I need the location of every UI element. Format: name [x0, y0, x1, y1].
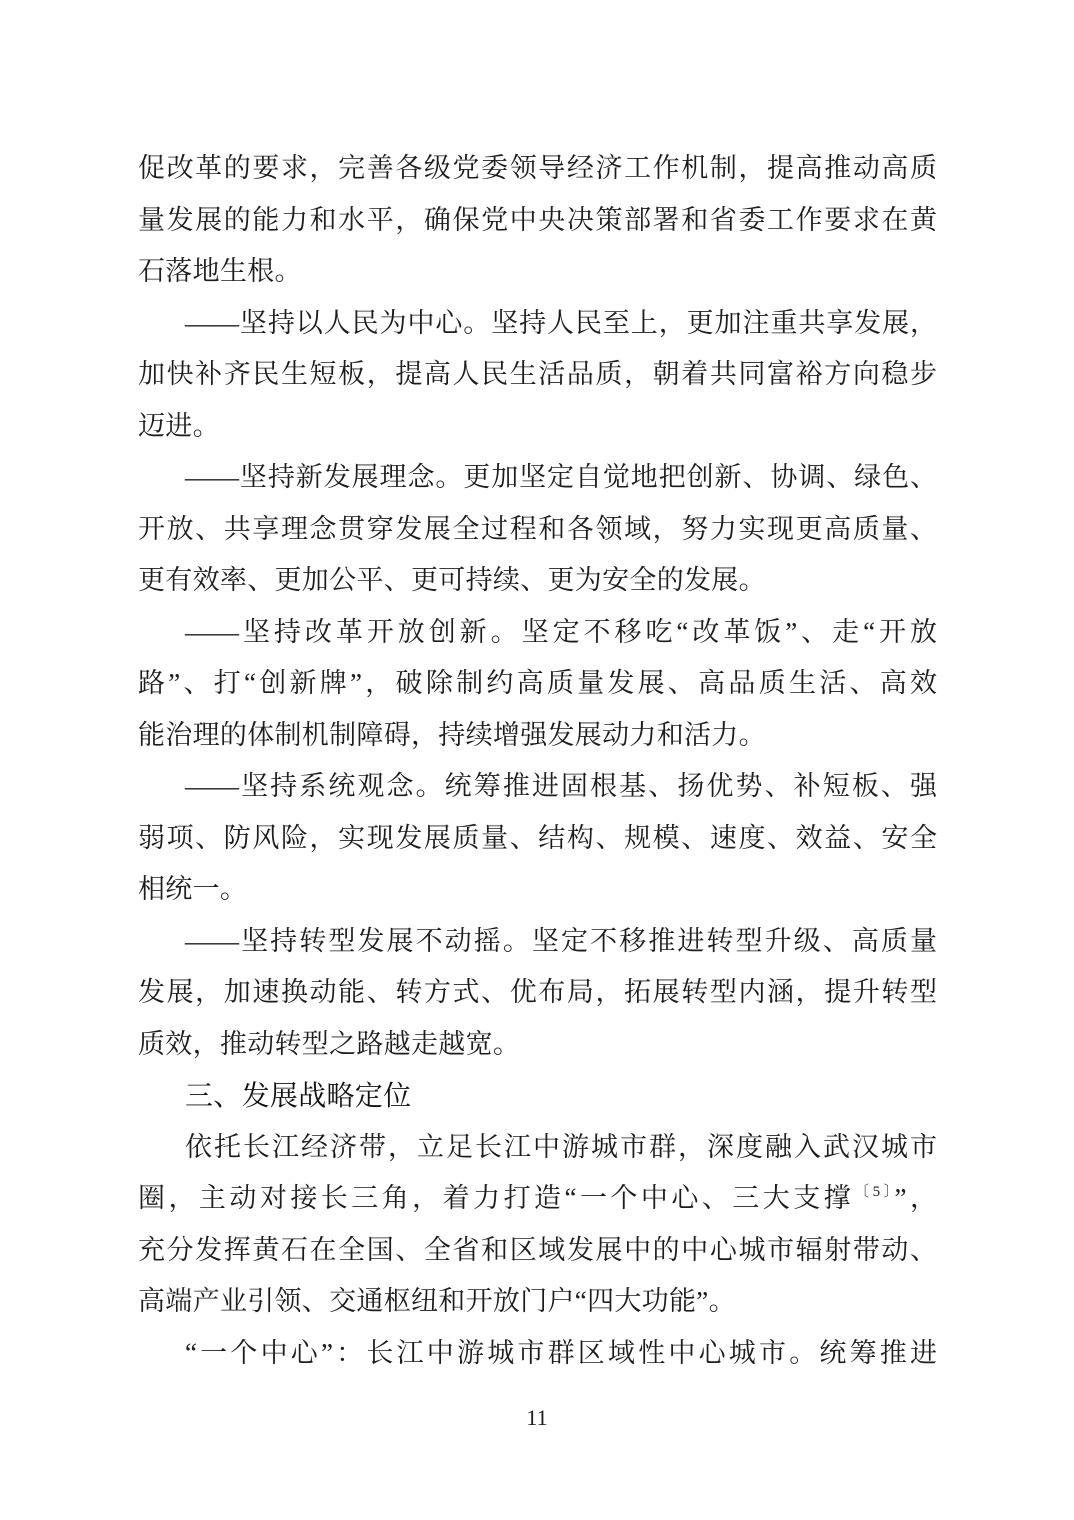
text-line [138, 967, 937, 1019]
footnote-ref-superscript: 〔5〕 [854, 1184, 895, 1200]
paragraph [138, 916, 937, 1071]
page-number: 11 [526, 1405, 548, 1430]
body-text: 坚定不移推进转型升级、高质量 [531, 925, 938, 956]
body-text: ”， [894, 1183, 937, 1213]
lead-emphasis-text: ——坚持新发展理念。 [185, 462, 464, 492]
text-line [138, 864, 937, 916]
body-text: 加快补齐民生短板，提高人民生活品质，朝着共同富裕方向稳步 [138, 359, 937, 389]
body-text: 圈，主动对接长三角，着力打造“一个中心、三大支撑 [138, 1183, 855, 1213]
paragraph [138, 143, 937, 298]
lead-emphasis-text: ——坚持系统观念。 [185, 771, 445, 801]
lead-emphasis-text: ——坚持转型发展不动摇。 [185, 925, 532, 956]
text-line [138, 1173, 937, 1225]
text-line [138, 1225, 937, 1277]
paragraph [138, 761, 937, 916]
body-text: 更加坚定自觉地把创新、协调、绿色、 [463, 462, 938, 492]
body-text: 弱项、防风险，实现发展质量、结构、规模、速度、效益、安全 [138, 822, 937, 853]
paragraph [138, 452, 937, 607]
paragraph [138, 1122, 937, 1328]
body-text: 开放、共享理念贯穿发展全过程和各领域，努力实现更高质量、 [138, 513, 937, 544]
text-line [138, 195, 937, 247]
text-line [138, 246, 937, 298]
text-line [138, 298, 937, 350]
paragraph [138, 1328, 937, 1380]
body-text: 质效，推动转型之路越走越宽。 [138, 1028, 521, 1059]
text-line [138, 401, 937, 453]
paragraph [138, 298, 937, 453]
text-line [138, 710, 937, 762]
lead-emphasis-text: ——坚持改革开放创新。 [185, 616, 522, 647]
text-line [138, 349, 937, 401]
text-line [138, 1122, 937, 1174]
body-text: 石落地生根。 [138, 256, 302, 286]
text-line [138, 916, 937, 968]
body-text: 统筹推进固根基、扬优势、补短板、强 [444, 771, 938, 801]
text-line [138, 452, 937, 504]
text-line [138, 1276, 937, 1328]
paragraph [138, 607, 937, 762]
section-heading [138, 1070, 937, 1122]
body-text: 依托长江经济带，立足长江中游城市群，深度融入武汉城市 [185, 1131, 937, 1162]
body-text: 更有效率、更加公平、更可持续、更为安全的发展。 [138, 565, 766, 595]
text-line [138, 504, 937, 556]
body-text: 路”、打“创新牌”，破除制约高质量发展、高品质生活、高效 [138, 668, 937, 698]
text-line [138, 658, 937, 710]
body-text: 发展，加速换动能、转方式、优布局，拓展转型内涵，提升转型 [138, 977, 937, 1007]
body-text: 坚定不移吃“改革饭”、走“开放 [521, 616, 938, 647]
body-text: 相统一。 [138, 874, 248, 904]
body-text: 长江中游城市群区域性中心城市。统筹推进 [366, 1337, 938, 1368]
lead-emphasis-text: 三、发展战略定位 [185, 1080, 412, 1111]
body-text: 坚持人民至上，更加注重共享发展， [491, 307, 938, 338]
text-line [138, 1328, 937, 1380]
text-line [138, 143, 937, 195]
text-line [138, 813, 937, 865]
lead-emphasis-text: “一个中心”： [185, 1337, 367, 1368]
text-line [138, 555, 937, 607]
document-body [138, 143, 937, 1379]
body-text: 量发展的能力和水平，确保党中央决策部署和省委工作要求在黄 [138, 204, 937, 235]
text-line [138, 607, 937, 659]
text-line [138, 761, 937, 813]
body-text: 能治理的体制机制障碍，持续增强发展动力和活力。 [138, 719, 766, 750]
body-text: 高端产业引领、交通枢纽和开放门户“四大功能”。 [138, 1286, 736, 1316]
body-text: 促改革的要求，完善各级党委领导经济工作机制，提高推动高质 [138, 153, 937, 183]
body-text: 充分发挥黄石在全国、全省和区域发展中的中心城市辐射带动、 [138, 1234, 937, 1265]
text-line [138, 1019, 937, 1071]
body-text: 迈进。 [138, 410, 220, 441]
text-line [138, 1070, 937, 1122]
lead-emphasis-text: ——坚持以人民为中心。 [185, 307, 492, 338]
